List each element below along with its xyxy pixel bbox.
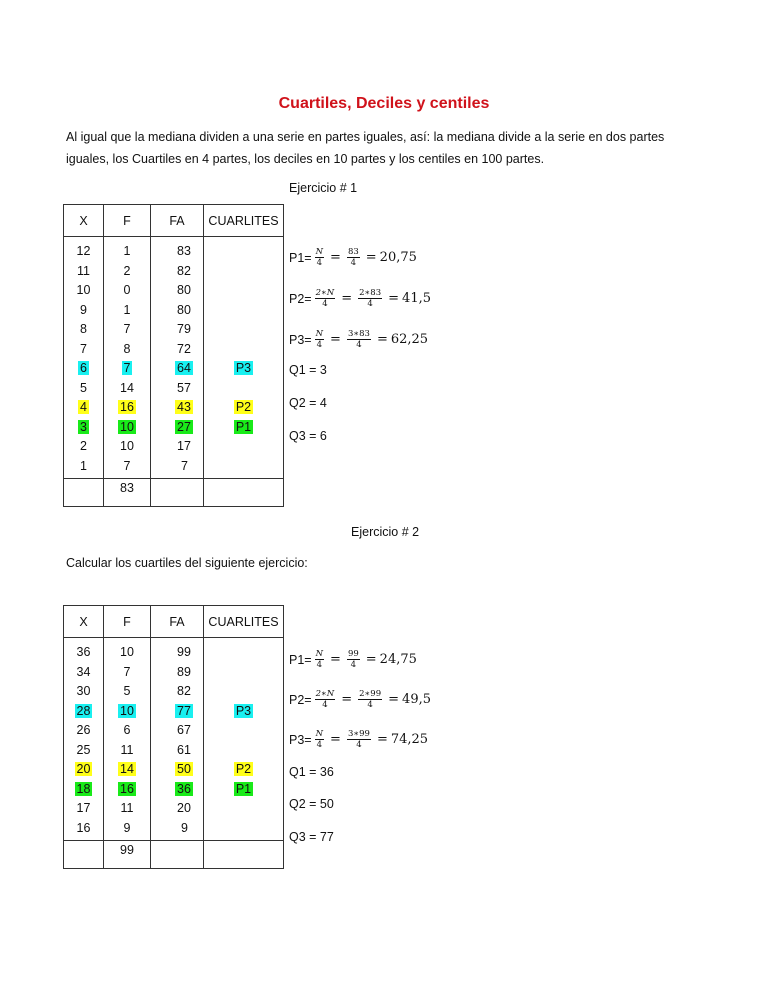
cell-value: 43: [177, 400, 191, 414]
cell-value: 36: [76, 645, 91, 659]
cell-value: [242, 381, 246, 395]
table-body-row: [64, 638, 284, 841]
cell-value: 82: [177, 263, 191, 278]
denominator: 4: [316, 660, 323, 670]
numerator: N: [315, 649, 324, 659]
numerator: 3∗99: [347, 729, 370, 739]
cell-value: 82: [177, 684, 191, 698]
list-item: [104, 359, 150, 379]
header-fa: FA: [151, 205, 204, 237]
intro-line-1: Al igual que la mediana dividen a una serie en partes iguales, así: la mediana divide a la serie en dos partes: [66, 130, 665, 144]
cell-value: [242, 743, 246, 757]
total-q-cell: [204, 841, 284, 869]
denominator: 4: [316, 258, 323, 268]
formula-result: 62,25: [390, 332, 429, 347]
list-item: [204, 457, 283, 477]
ex1-formula-p3: [289, 329, 428, 350]
list-item: [104, 340, 150, 360]
list-item: [64, 340, 103, 360]
cell-value: 20: [76, 762, 91, 776]
equals-sign: =: [376, 732, 388, 747]
cell-value: P1: [235, 419, 252, 434]
cell-value: 80: [177, 302, 191, 317]
list-item: [64, 398, 103, 418]
list-item: [104, 262, 150, 282]
list-item: [104, 799, 150, 819]
fraction: [315, 329, 324, 350]
table-total-row: [64, 479, 284, 507]
denominator: 4: [367, 299, 373, 309]
list-item: [204, 340, 283, 360]
ex2-q2: Q2 = 50: [289, 797, 334, 811]
cell-value: 9: [123, 820, 131, 835]
ex1-formula-p1: [289, 247, 417, 268]
fraction: [347, 729, 371, 750]
list-item: [204, 643, 283, 663]
formula-result: 49,5: [402, 692, 431, 707]
list-item: [204, 682, 283, 702]
list-item: [204, 242, 283, 262]
equals-sign: =: [365, 652, 377, 667]
list-item: [64, 819, 103, 839]
cell-value: 1: [80, 458, 87, 473]
total-x-cell: [64, 479, 104, 507]
list-item: [204, 663, 283, 683]
f-column: [104, 638, 151, 841]
equals-sign: =: [330, 652, 341, 667]
fraction: [347, 247, 360, 268]
header-cuartiles: CUARLITES: [204, 205, 284, 237]
list-item: [104, 663, 150, 683]
cell-value: 1: [123, 302, 131, 317]
list-item: [104, 418, 150, 438]
cell-value: [242, 821, 246, 835]
cell-value: 6: [123, 723, 131, 737]
numerator: 2∗99: [359, 689, 382, 699]
list-item: [204, 437, 283, 457]
list-item: [104, 702, 150, 722]
denominator: 4: [356, 740, 362, 750]
cell-value: 17: [177, 439, 191, 453]
formula-label: P1=: [289, 250, 312, 265]
cell-value: [242, 244, 246, 258]
list-item: [151, 262, 203, 282]
list-item: [151, 663, 203, 683]
header-f: F: [104, 606, 151, 638]
cell-value: P2: [235, 762, 252, 776]
list-item: [64, 262, 103, 282]
cell-value: 30: [76, 684, 91, 698]
page-title: Cuartiles, Deciles y centiles: [278, 95, 490, 112]
cell-value: 8: [123, 341, 131, 356]
list-item: [204, 760, 283, 780]
cell-value: 9: [181, 820, 188, 835]
exercise-2-table: [63, 605, 284, 869]
list-item: [151, 418, 203, 438]
cell-value: [242, 439, 246, 453]
list-item: [104, 643, 150, 663]
list-item: [151, 760, 203, 780]
list-item: [151, 741, 203, 761]
list-item: [104, 437, 150, 457]
cell-value: 26: [76, 723, 91, 737]
list-item: [204, 741, 283, 761]
list-item: [204, 780, 283, 800]
formula-label: P1=: [289, 652, 312, 667]
equals-sign: =: [388, 291, 400, 306]
exercise-1-label: Ejercicio # 1: [289, 181, 358, 195]
list-item: [64, 702, 103, 722]
cell-value: 72: [177, 341, 191, 356]
ex2-formula-p3: [289, 729, 428, 750]
denominator: 4: [322, 700, 328, 710]
cell-value: 11: [120, 801, 134, 815]
list-item: [151, 379, 203, 399]
list-item: [204, 702, 283, 722]
cell-value: 14: [120, 380, 134, 395]
fraction: [315, 288, 336, 309]
f-column: [104, 237, 151, 479]
cell-value: 10: [120, 645, 134, 659]
list-item: [64, 760, 103, 780]
quartile-column: [204, 638, 284, 841]
cell-value: [242, 801, 246, 815]
list-item: [104, 457, 150, 477]
list-item: [151, 643, 203, 663]
table-total-row: [64, 841, 284, 869]
cell-value: 83: [177, 244, 191, 258]
cell-value: 16: [120, 781, 134, 796]
list-item: [64, 721, 103, 741]
list-item: [64, 320, 103, 340]
total-f-cell: 83: [104, 479, 151, 507]
list-item: [151, 320, 203, 340]
numerator: 2∗N: [315, 288, 335, 298]
list-item: [104, 398, 150, 418]
list-item: [64, 682, 103, 702]
list-item: [104, 242, 150, 262]
fa-column: [151, 638, 204, 841]
cell-value: P3: [235, 361, 252, 375]
numerator: 3∗83: [347, 329, 370, 339]
list-item: [64, 418, 103, 438]
table-header-row: [64, 606, 284, 638]
list-item: [64, 643, 103, 663]
equals-sign: =: [330, 332, 341, 347]
cell-value: 10: [120, 439, 134, 453]
list-item: [151, 398, 203, 418]
list-item: [151, 281, 203, 301]
exercise-2-label: Ejercicio # 2: [351, 525, 420, 539]
numerator: N: [315, 729, 324, 739]
list-item: [64, 359, 103, 379]
cell-value: 9: [80, 302, 87, 317]
cell-value: [242, 342, 246, 356]
list-item: [204, 359, 283, 379]
denominator: 4: [322, 299, 328, 309]
list-item: [64, 741, 103, 761]
cell-value: [242, 723, 246, 737]
list-item: [64, 663, 103, 683]
cell-value: P3: [235, 703, 252, 718]
list-item: [151, 721, 203, 741]
list-item: [104, 301, 150, 321]
list-item: [151, 799, 203, 819]
denominator: 4: [367, 700, 373, 710]
cell-value: P1: [235, 781, 252, 796]
cell-value: [242, 283, 246, 297]
numerator: N: [315, 329, 324, 339]
cell-value: 80: [177, 283, 191, 297]
list-item: [151, 242, 203, 262]
cell-value: 16: [76, 820, 91, 835]
formula-label: P2=: [289, 692, 312, 707]
fraction: [315, 729, 324, 750]
cell-value: 1: [123, 244, 131, 258]
cell-value: [242, 459, 246, 473]
fa-column: [151, 237, 204, 479]
formula-result: 41,5: [402, 291, 431, 306]
denominator: 4: [350, 660, 357, 670]
cell-value: 34: [76, 664, 91, 679]
list-item: [64, 780, 103, 800]
list-item: [104, 379, 150, 399]
denominator: 4: [316, 340, 323, 350]
total-f-cell: 99: [104, 841, 151, 869]
cell-value: 57: [177, 380, 191, 395]
intro-line-2: iguales, los Cuartiles en 4 partes, los deciles en 10 partes y los centiles en 100 partes.: [66, 152, 545, 166]
total-q-cell: [204, 479, 284, 507]
list-item: [64, 281, 103, 301]
equals-sign: =: [330, 732, 341, 747]
equals-sign: =: [388, 692, 400, 707]
ex1-formula-p2: [289, 288, 431, 309]
cell-value: 28: [76, 703, 91, 718]
equals-sign: =: [341, 291, 353, 306]
list-item: [204, 398, 283, 418]
cell-value: 5: [123, 684, 131, 698]
list-item: [104, 721, 150, 741]
intro-paragraph: [66, 126, 706, 170]
fraction: [315, 649, 324, 670]
cell-value: 61: [177, 742, 191, 757]
cell-value: 11: [120, 742, 134, 757]
ex2-q1: Q1 = 36: [289, 765, 334, 779]
cell-value: 2: [123, 263, 131, 278]
ex2-formula-p1: [289, 649, 417, 670]
cell-value: 17: [76, 801, 91, 815]
cell-value: 3: [80, 419, 87, 434]
list-item: [64, 799, 103, 819]
numerator: 83: [347, 247, 359, 257]
header-cuartiles: CUARLITES: [204, 606, 284, 638]
cell-value: [242, 303, 246, 317]
cell-value: 64: [177, 361, 191, 375]
cell-value: 7: [123, 458, 131, 473]
total-fa-cell: [151, 841, 204, 869]
equals-sign: =: [330, 250, 341, 265]
formula-label: P2=: [289, 291, 312, 306]
list-item: [151, 340, 203, 360]
fraction: [358, 288, 382, 309]
header-fa: FA: [151, 606, 204, 638]
cell-value: P2: [235, 400, 252, 414]
cell-value: 27: [177, 419, 191, 434]
list-item: [204, 262, 283, 282]
cell-value: 16: [120, 400, 134, 414]
list-item: [151, 780, 203, 800]
header-x: X: [64, 606, 104, 638]
list-item: [204, 301, 283, 321]
x-column: [64, 237, 104, 479]
formula-result: 20,75: [379, 250, 417, 265]
list-item: [104, 780, 150, 800]
total-fa-cell: [151, 479, 204, 507]
numerator: 99: [347, 649, 359, 659]
cell-value: 7: [123, 664, 131, 679]
header-x: X: [64, 205, 104, 237]
formula-label: P3=: [289, 732, 312, 747]
numerator: N: [315, 247, 324, 257]
cell-value: 7: [181, 458, 188, 473]
formula-result: 74,25: [390, 732, 429, 747]
x-column: [64, 638, 104, 841]
cell-value: 79: [177, 322, 191, 336]
cell-value: 7: [123, 361, 131, 375]
list-item: [64, 301, 103, 321]
cell-value: 14: [120, 762, 134, 776]
list-item: [64, 379, 103, 399]
list-item: [151, 457, 203, 477]
cell-value: 18: [76, 781, 91, 796]
ex2-formula-p2: [289, 689, 431, 710]
cell-value: 4: [80, 400, 87, 414]
list-item: [204, 418, 283, 438]
numerator: 2∗N: [315, 689, 335, 699]
fraction: [358, 689, 382, 710]
list-item: [204, 379, 283, 399]
list-item: [104, 320, 150, 340]
cell-value: 77: [177, 703, 191, 718]
list-item: [204, 281, 283, 301]
list-item: [104, 682, 150, 702]
table-header-row: [64, 205, 284, 237]
cell-value: 7: [80, 341, 87, 356]
cell-value: 10: [76, 283, 91, 297]
equals-sign: =: [365, 250, 377, 265]
cell-value: 7: [123, 322, 131, 336]
cell-value: 36: [177, 781, 191, 796]
list-item: [204, 320, 283, 340]
fraction: [315, 247, 324, 268]
header-f: F: [104, 205, 151, 237]
list-item: [151, 359, 203, 379]
list-item: [151, 301, 203, 321]
fraction: [347, 329, 371, 350]
cell-value: 67: [177, 723, 191, 737]
cell-value: [242, 684, 246, 698]
list-item: [104, 281, 150, 301]
ex2-q3: Q3 = 77: [289, 830, 334, 844]
ex1-q3: Q3 = 6: [289, 429, 327, 443]
list-item: [204, 799, 283, 819]
cell-value: 20: [177, 801, 191, 815]
exercise-1-table: [63, 204, 284, 507]
cell-value: [242, 264, 246, 278]
cell-value: [242, 322, 246, 336]
equals-sign: =: [376, 332, 388, 347]
exercise-2-instruction: Calcular los cuartiles del siguiente ejercicio:: [66, 556, 308, 570]
denominator: 4: [356, 340, 362, 350]
fraction: [315, 689, 336, 710]
list-item: [151, 702, 203, 722]
list-item: [64, 457, 103, 477]
list-item: [151, 819, 203, 839]
cell-value: 10: [120, 419, 134, 434]
cell-value: 12: [76, 244, 91, 258]
cell-value: 5: [80, 380, 87, 395]
cell-value: 0: [123, 283, 131, 297]
ex1-q2: Q2 = 4: [289, 396, 327, 410]
cell-value: 89: [177, 664, 191, 679]
list-item: [104, 819, 150, 839]
list-item: [204, 721, 283, 741]
cell-value: 2: [80, 439, 87, 453]
equals-sign: =: [341, 692, 353, 707]
ex1-q1: Q1 = 3: [289, 363, 327, 377]
denominator: 4: [350, 258, 357, 268]
cell-value: 8: [80, 322, 87, 336]
formula-label: P3=: [289, 332, 312, 347]
cell-value: 50: [177, 762, 191, 776]
list-item: [104, 741, 150, 761]
cell-value: [242, 665, 246, 679]
list-item: [204, 819, 283, 839]
cell-value: 6: [80, 361, 87, 375]
cell-value: 10: [120, 703, 134, 718]
total-x-cell: [64, 841, 104, 869]
list-item: [104, 760, 150, 780]
list-item: [64, 437, 103, 457]
cell-value: 99: [177, 645, 191, 659]
cell-value: [242, 645, 246, 659]
denominator: 4: [316, 740, 323, 750]
fraction: [347, 649, 360, 670]
cell-value: 11: [77, 263, 90, 278]
list-item: [151, 682, 203, 702]
cell-value: 25: [76, 742, 91, 757]
formula-result: 24,75: [379, 652, 417, 667]
list-item: [64, 242, 103, 262]
table-body-row: [64, 237, 284, 479]
list-item: [151, 437, 203, 457]
quartile-column: [204, 237, 284, 479]
numerator: 2∗83: [359, 288, 382, 298]
